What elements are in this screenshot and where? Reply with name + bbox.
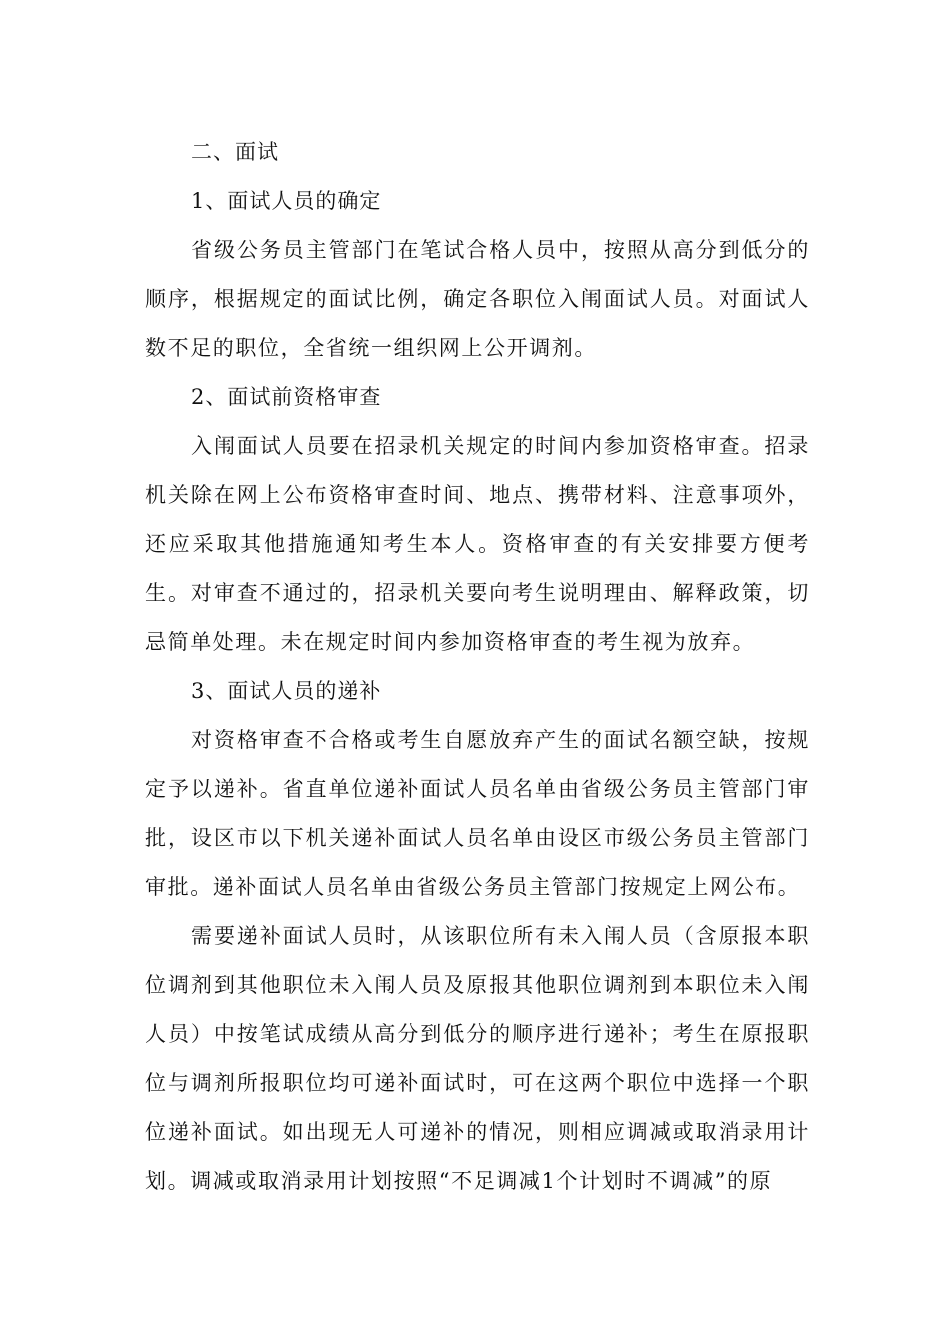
paragraph-replacement-rules: 对资格审查不合格或考生自愿放弃产生的面试名额空缺，按规定予以递补。省直单位递补面试人员名单由省级公务员主管部门审批，设区市以下机关递补面试人员名单由设区市级公务员主管部门审批。递补面试人员名单由省级公务员主管部门按规定上网公布。 <box>145 728 810 899</box>
paragraph-interviewee-determination: 省级公务员主管部门在笔试合格人员中，按照从高分到低分的顺序，根据规定的面试比例，确定各职位入闱面试人员。对面试人数不足的职位，全省统一组织网上公开调剂。 <box>145 238 810 360</box>
subheading-qualification-review: 2、面试前资格审查 <box>191 385 382 409</box>
paragraph-replacement-procedure: 需要递补面试人员时，从该职位所有未入闱人员（含原报本职位调剂到其他职位未入闱人员及原报其他职位调剂到本职位未入闱人员）中按笔试成绩从高分到低分的顺序进行递补；考生在原报职位与调剂所报职位均可递补面试时，可在这两个职位中选择一个职位递补面试。如出现无人可递补的情况，则相应调减或取消录用计划。调减或取消录用计划按照“不足调减1个计划时不调减”的原 <box>145 924 810 1193</box>
subheading-interviewee-determination: 1、面试人员的确定 <box>191 189 382 213</box>
subheading-interviewee-replacement: 3、面试人员的递补 <box>191 679 382 703</box>
section-heading-interview: 二、面试 <box>191 140 279 164</box>
document-body <box>145 128 810 1206</box>
paragraph-qualification-review: 入闱面试人员要在招录机关规定的时间内参加资格审查。招录机关除在网上公布资格审查时间、地点、携带材料、注意事项外，还应采取其他措施通知考生本人。资格审查的有关安排要方便考生。对审查不通过的，招录机关要向考生说明理由、解释政策，切忌简单处理。未在规定时间内参加资格审查的考生视为放弃。 <box>145 434 810 654</box>
